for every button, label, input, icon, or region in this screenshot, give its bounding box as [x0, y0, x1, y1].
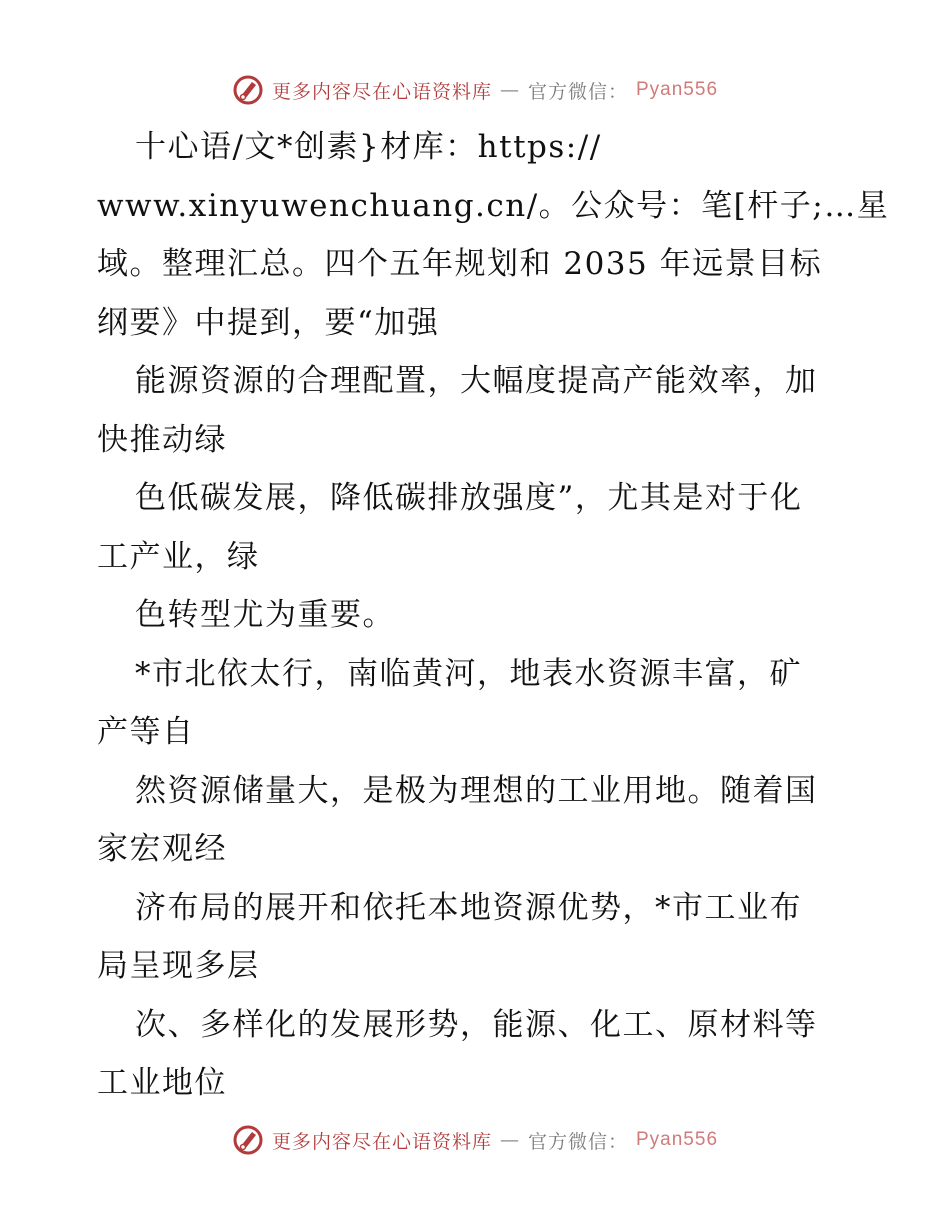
- body-line: 工业地位: [97, 1065, 227, 1101]
- footer-banner: [0, 1122, 950, 1158]
- body-line: 产等自: [97, 714, 195, 750]
- header-banner-text: 更多内容尽在心语资料库: [271, 80, 492, 103]
- body-line: 工产业，绿: [97, 538, 260, 575]
- body-line: 然资源储量大，是极为理想的工业用地。随着国: [135, 772, 818, 809]
- body-line: 十心语/文*创素}材库：https://: [135, 129, 602, 165]
- header-banner-wechat-id: Pyan556: [636, 79, 719, 100]
- footer-banner-wechat-id: Pyan556: [636, 1129, 719, 1150]
- body-line: 纲要》中提到，要“加强: [97, 304, 440, 341]
- body-line: 域。整理汇总。四个五年规划和 2035 年远景目标: [97, 246, 823, 282]
- body-line: 家宏观经: [97, 831, 227, 867]
- header-banner-dash: —: [499, 79, 520, 101]
- header-banner-wechat-label: 官方微信：: [527, 80, 628, 103]
- brand-logo-icon: [232, 74, 264, 106]
- footer-banner-wechat-label: 官方微信：: [527, 1130, 628, 1153]
- header-banner: [0, 72, 950, 108]
- body-line: www.xinyuwenchuang.cn/。公众号：笔[杆子;…星: [97, 187, 890, 224]
- footer-banner-text: 更多内容尽在心语资料库: [271, 1130, 492, 1153]
- brand-logo-icon: [232, 1124, 264, 1156]
- body-line: 次、多样化的发展形势，能源、化工、原材料等: [135, 1006, 818, 1043]
- body-line: 能源资源的合理配置，大幅度提高产能效率，加: [135, 363, 818, 399]
- footer-banner-dash: —: [499, 1129, 520, 1151]
- body-line: 色转型尤为重要。: [135, 597, 395, 633]
- document-body: [97, 118, 890, 1113]
- body-line: *市北依太行，南临黄河，地表水资源丰富，矿: [135, 655, 802, 692]
- body-line: 济布局的展开和依托本地资源优势，*市工业布: [135, 889, 802, 926]
- body-line: 局呈现多层: [97, 948, 260, 984]
- body-line: 快推动绿: [97, 421, 227, 458]
- body-line: 色低碳发展，降低碳排放强度”，尤其是对于化: [135, 480, 803, 516]
